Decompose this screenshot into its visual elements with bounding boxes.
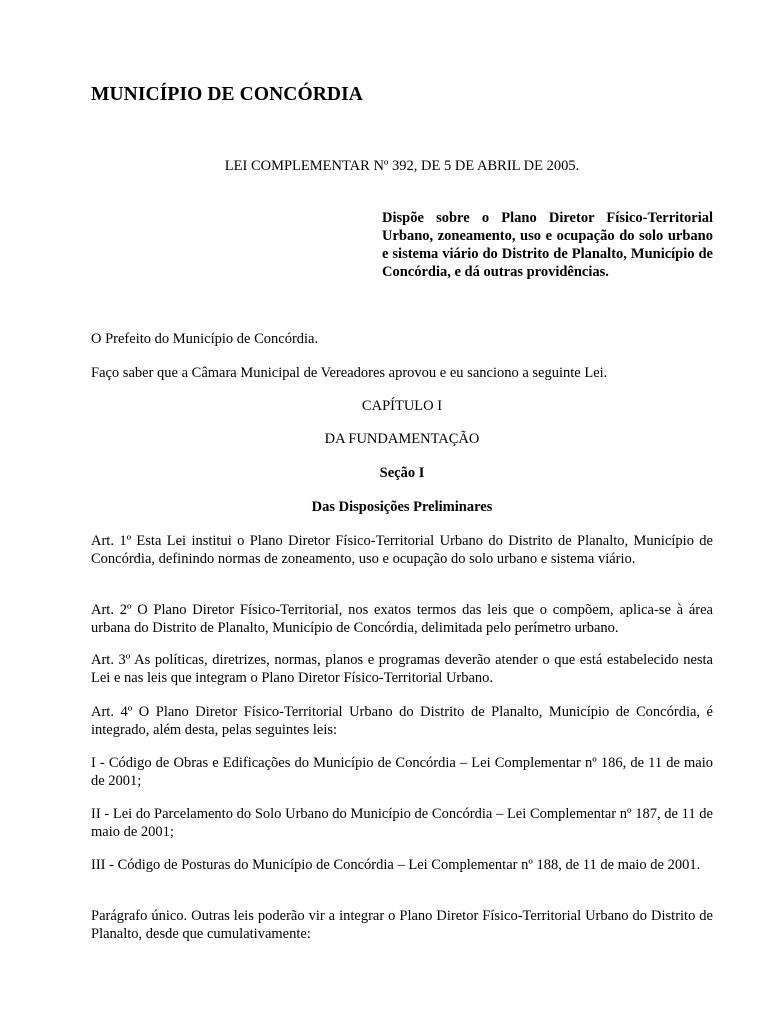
article-3: Art. 3º As políticas, diretrizes, normas, planos e programas deverão atender o que está estabelecido nesta Lei e nas leis que integram o Plano Diretor Físico-Territorial Urbano.: [91, 652, 713, 686]
chapter-heading: CAPÍTULO I: [361, 398, 443, 414]
list-item-1: I - Código de Obras e Edificações do Município de Concórdia – Lei Complementar nº 186, de 11 de maio de 2001;: [91, 755, 713, 789]
article-1: Art. 1º Esta Lei institui o Plano Diretor Físico-Territorial Urbano do Distrito de Planalto, Município de Concórdia, definindo normas de zoneamento, uso e ocupação do solo urbano e sistema viário.: [91, 533, 713, 567]
document-page: [91, 0, 713, 1024]
section-heading: Seção I: [379, 465, 425, 481]
section-title: Das Disposições Preliminares: [311, 499, 493, 515]
preamble-line-1: O Prefeito do Município de Concórdia.: [91, 331, 319, 347]
municipality-header: MUNICÍPIO DE CONCÓRDIA: [91, 84, 363, 105]
article-4: Art. 4º O Plano Diretor Físico-Territorial Urbano do Distrito de Planalto, Município de Concórdia, é integrado, além desta, pelas seguintes leis:: [91, 704, 713, 738]
chapter-title: DA FUNDAMENTAÇÃO: [324, 431, 480, 447]
preamble-line-2: Faço saber que a Câmara Municipal de Vereadores aprovou e eu sanciono a seguinte Lei.: [91, 365, 608, 381]
law-summary: Dispõe sobre o Plano Diretor Físico-Territorial Urbano, zoneamento, uso e ocupação do solo urbano e sistema viário do Distrito de Planalto, Município de Concórdia, e dá outras providências.: [382, 210, 713, 280]
law-title: LEI COMPLEMENTAR Nº 392, DE 5 DE ABRIL DE 2005.: [224, 158, 580, 174]
article-2: Art. 2º O Plano Diretor Físico-Territorial, nos exatos termos das leis que o compõem, aplica-se à área urbana do Distrito de Planalto, Município de Concórdia, delimitada pelo perímetro urbano.: [91, 602, 713, 636]
list-item-3: III - Código de Posturas do Município de Concórdia – Lei Complementar nº 188, de 11 de maio de 2001.: [91, 857, 701, 873]
sole-paragraph: Parágrafo único. Outras leis poderão vir a integrar o Plano Diretor Físico-Territorial Urbano do Distrito de Planalto, desde que cumulativamente:: [91, 908, 713, 942]
list-item-2: II - Lei do Parcelamento do Solo Urbano do Município de Concórdia – Lei Complementar nº 187, de 11 de maio de 2001;: [91, 806, 713, 840]
